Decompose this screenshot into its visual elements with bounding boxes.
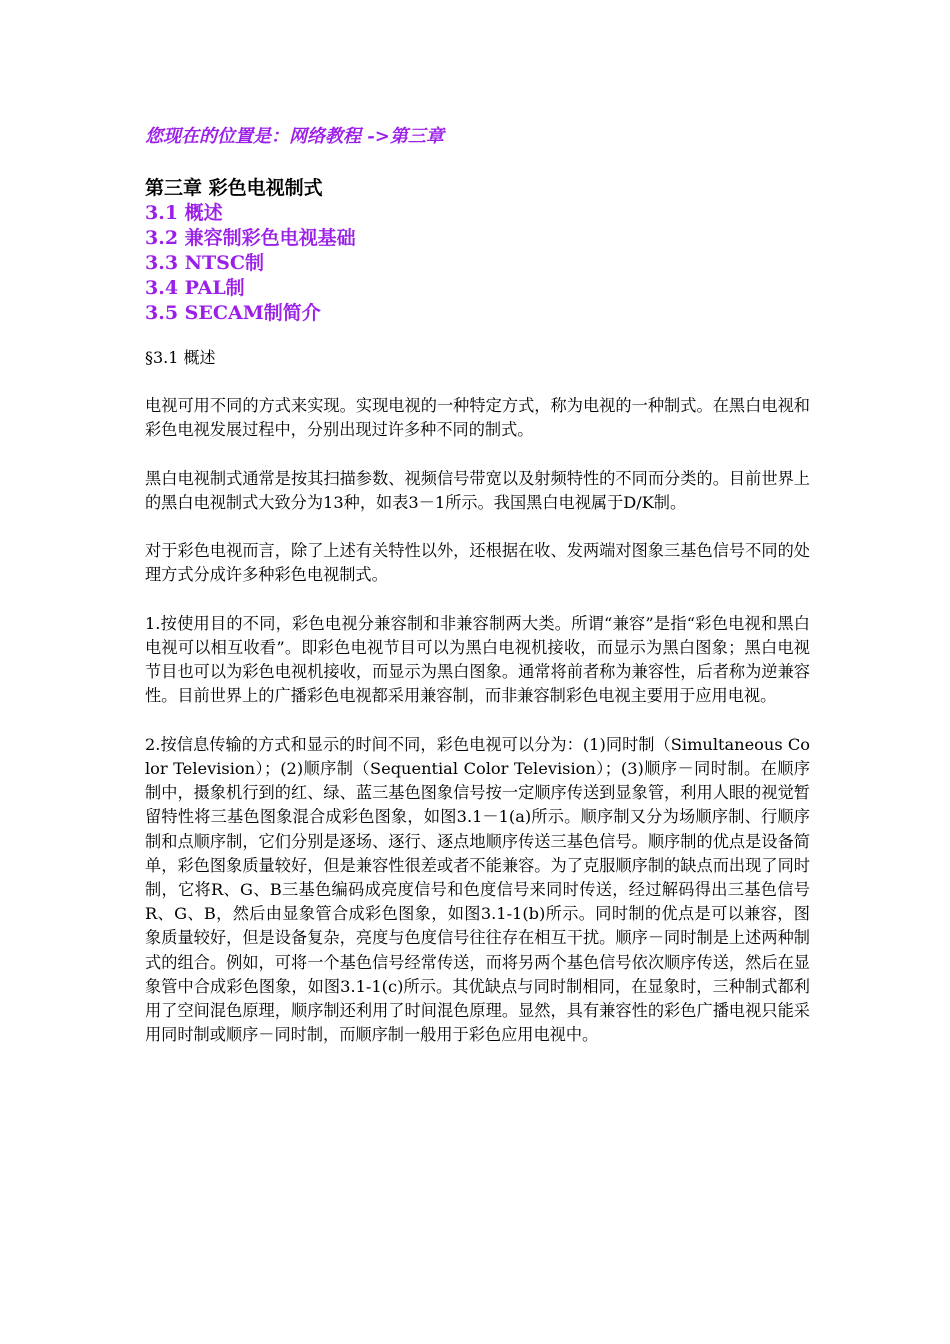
chapter-title: 第三章 彩色电视制式 <box>145 177 323 199</box>
paragraph: 2.按信息传输的方式和显示的时间不同，彩色电视可以分为：(1)同时制（Simultaneous Color Television）；(2)顺序制（Sequential Color Television）；(3)顺序－同时制。在顺序制中，摄象机行到的红、绿、蓝三基色图象信号按一定顺序传送到显象管，利用人眼的视觉暂留特性将三基色图象混合成彩色图象，如图3.1－1(a)所示。顺序制又分为场顺序制、行顺序制和点顺序制，它们分别是逐场、逐行、逐点地顺序传送三基色信号。顺序制的优点是设备简单，彩色图象质量较好，但是兼容性很差或者不能兼容。为了克服顺序制的缺点而出现了同时制，它将R、G、B三基色编码成亮度信号和色度信号来同时传送，经过解码得出三基色信号R、G、B，然后由显象管合成彩色图象，如图3.1-1(b)所示。同时制的优点是可以兼容，图象质量较好，但是设备复杂，亮度与色度信号往往存在相互干扰。顺序－同时制是上述两种制式的组合。例如，可将一个基色信号经常传送，而将另两个基色信号依次顺序传送，然后在显象管中合成彩色图象，如图3.1-1(c)所示。其优缺点与同时制相同，在显象时，三种制式都利用了空间混色原理，顺序制还利用了时间混色原理。显然，具有兼容性的彩色广播电视只能采用同时制或顺序－同时制，而顺序制一般用于彩色应用电视中。 <box>145 734 810 1045</box>
paragraph: 对于彩色电视而言，除了上述有关特性以外，还根据在收、发两端对图象三基色信号不同的处理方式分成许多种彩色电视制式。 <box>145 541 810 585</box>
table-of-contents <box>145 201 810 326</box>
paragraph: 电视可用不同的方式来实现。实现电视的一种特定方式，称为电视的一种制式。在黑白电视和彩色电视发展过程中，分别出现过许多种不同的制式。 <box>145 396 810 440</box>
toc-link-3-3[interactable]: 3.3 NTSC制 <box>145 252 265 274</box>
toc-link-3-5[interactable]: 3.5 SECAM制简介 <box>145 302 321 324</box>
toc-link-3-1[interactable]: 3.1 概述 <box>145 202 223 224</box>
paragraph: 黑白电视制式通常是按其扫描参数、视频信号带宽以及射频特性的不同而分类的。目前世界上的黑白电视制式大致分为13种，如表3－1所示。我国黑白电视属于D/K制。 <box>145 468 810 512</box>
toc-link-3-2[interactable]: 3.2 兼容制彩色电视基础 <box>145 227 356 249</box>
breadcrumb[interactable]: 您现在的位置是：网络教程 ->第三章 <box>145 126 444 147</box>
toc-link-3-4[interactable]: 3.4 PAL制 <box>145 277 245 299</box>
paragraph: 1.按使用目的不同，彩色电视分兼容制和非兼容制两大类。所谓“兼容”是指“彩色电视和黑白电视可以相互收看”。即彩色电视节目可以为黑白电视机接收，而显示为黑白图象；黑白电视节目也可以为彩色电视机接收，而显示为黑白图象。通常将前者称为兼容性，后者称为逆兼容性。目前世界上的广播彩色电视都采用兼容制，而非兼容制彩色电视主要用于应用电视。 <box>145 613 810 706</box>
section-heading: §3.1 概述 <box>145 348 216 367</box>
document-page <box>145 124 810 1072</box>
